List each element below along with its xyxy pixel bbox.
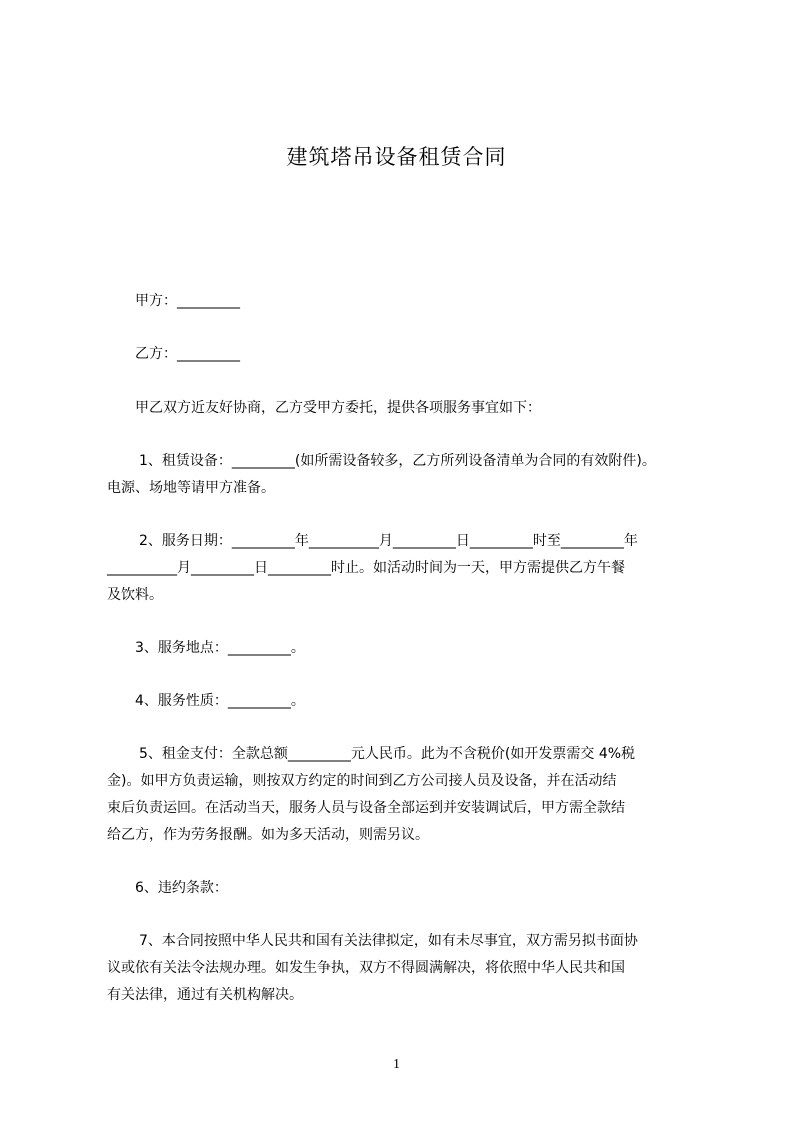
clause-5-line-1: 5、租金支付：全款总额_________元人民币。此为不含税价(如开发票需交 4%税: [139, 746, 636, 762]
clause-6: 6、违约条款：: [135, 880, 228, 896]
clause-3: 3、服务地点：_________。: [135, 640, 305, 656]
contract-title: 建筑塔吊设备租赁合同: [286, 145, 507, 169]
party-a-line: 甲方：_________: [135, 293, 240, 309]
clause-2-line-1: 2、服务日期：_________年__________月_________日_________时至_________年: [139, 533, 638, 549]
clause-7-line-3: 有关法律，通过有关机构解决。: [107, 987, 303, 1003]
clause-5-line-2: 金)。如甲方负责运输，则按双方约定的时间到乙方公司接人员及设备，并在活动结: [107, 773, 617, 789]
clause-5-line-3: 束后负责运回。在活动当天，服务人员与设备全部运到并安装调试后，甲方需全款结: [107, 800, 625, 816]
clause-1-line-2: 电源、场地等请甲方准备。: [107, 480, 275, 496]
clause-1-line-1: 1、租赁设备：_________(如所需设备较多，乙方所列设备清单为合同的有效附件)。: [139, 453, 656, 469]
clause-2-line-2: __________月_________日_________时止。如活动时间为一天，甲方需提供乙方午餐: [107, 560, 625, 576]
page-number: 1: [393, 1057, 400, 1072]
clause-7-line-2: 议或依有关法令法规办理。如发生争执，双方不得圆满解决，将依照中华人民共和国: [107, 960, 625, 976]
clause-4: 4、服务性质：_________。: [135, 693, 305, 709]
clause-7-line-1: 7、本合同按照中华人民共和国有关法律拟定，如有未尽事宜，双方需另拟书面协: [139, 933, 638, 949]
party-b-line: 乙方：_________: [135, 346, 240, 362]
clause-5-line-4: 给乙方，作为劳务报酬。如为多天活动，则需另议。: [107, 827, 429, 843]
intro-paragraph: 甲乙双方近友好协商，乙方受甲方委托，提供各项服务事宜如下：: [135, 400, 541, 416]
clause-2-line-3: 及饮料。: [107, 587, 163, 603]
